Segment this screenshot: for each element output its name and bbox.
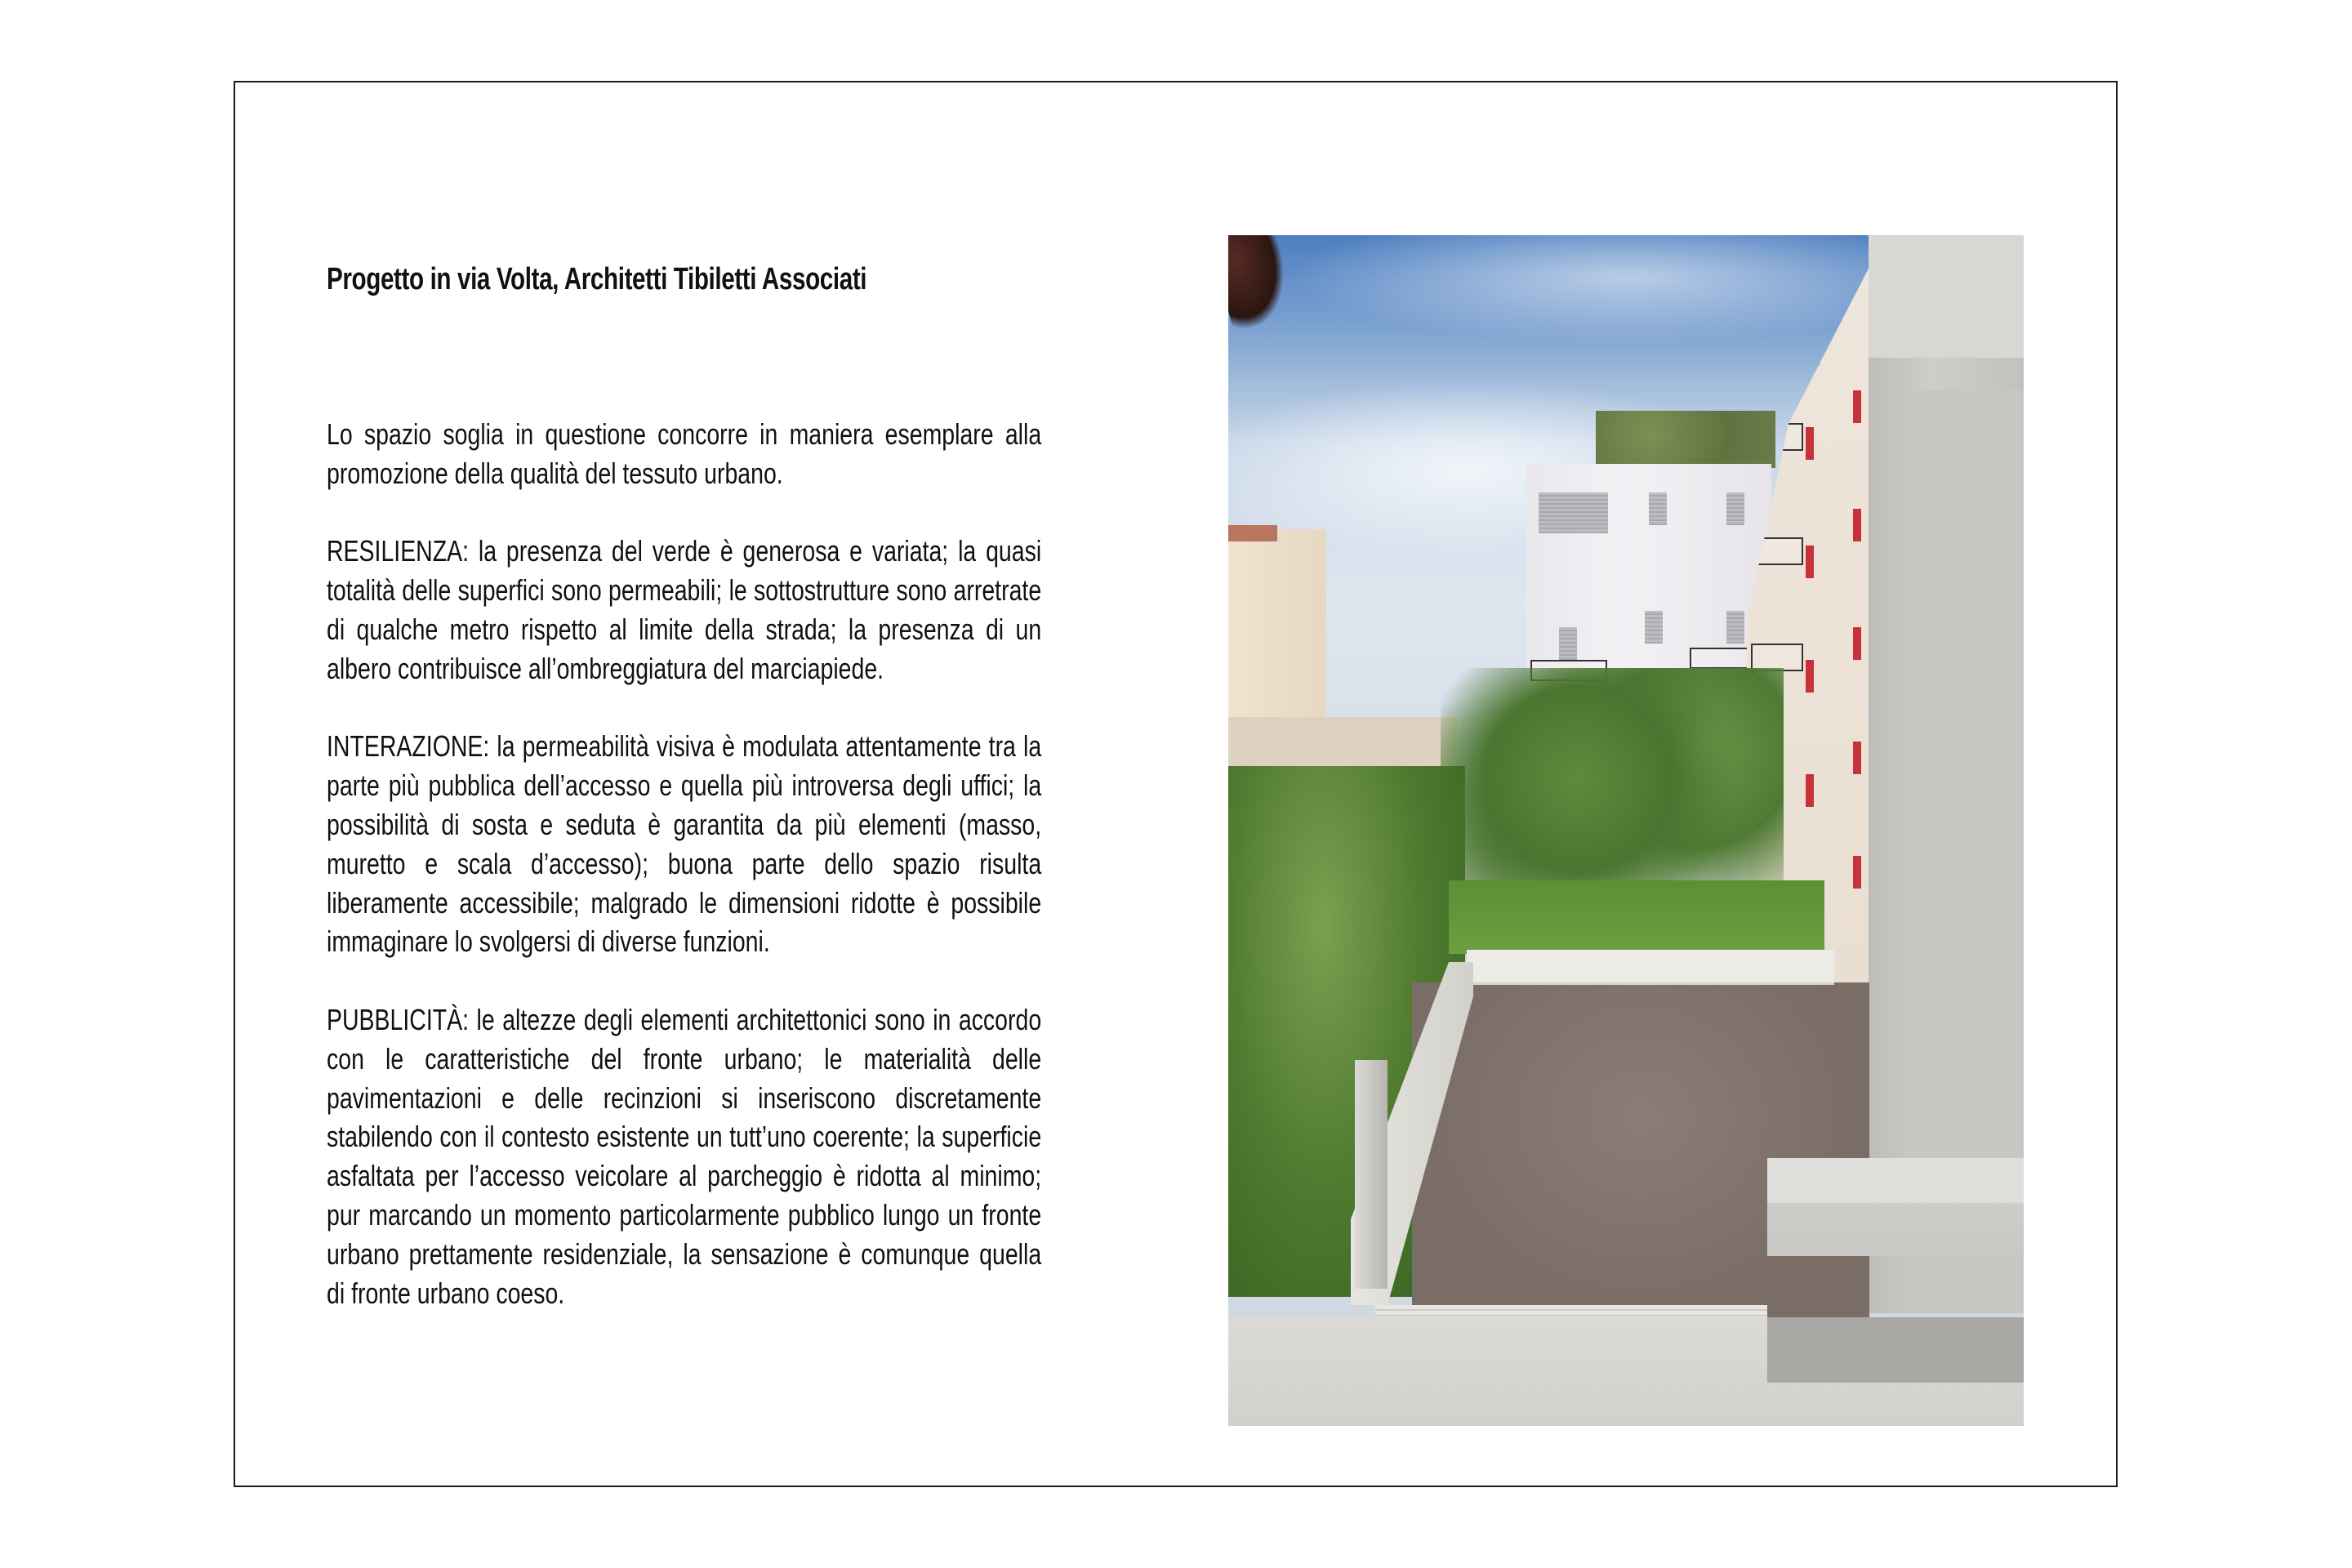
handrail <box>1355 1060 1388 1289</box>
roof-garden <box>1596 411 1775 468</box>
gravel-path <box>1412 982 1869 1317</box>
paragraph-interazione: INTERAZIONE: la permeabilità visiva è modulata attentamente tra la parte più pubblica dell’accesso e quella più introversa degli uffici; la possibilità di sosta e seduta è garantita da più elementi (masso, muretto e scala d’accesso); buona parte dello spazio risulta liberamente accessibile; malgrado le dimensioni ridotte è possibile immaginare lo svolgersi di diverse funzioni. <box>327 729 1042 959</box>
body-text <box>327 415 1041 1352</box>
planter-edge <box>1467 950 1834 985</box>
left-roof <box>1228 525 1277 541</box>
paragraph-resilienza: RESILIENZA: la presenza del verde è generosa e variata; la quasi totalità delle superfici sono permeabili; le sottostrutture sono arretrate di qualche metro rispetto al limite della strada; la presenza di un albero contribuisce all’ombreggiatura del marciapiede. <box>327 534 1042 685</box>
text-column <box>327 260 1042 1310</box>
page-title: Progetto in via Volta, Architetti Tibiletti Associati <box>327 262 867 296</box>
concrete-canopy <box>1869 235 2024 358</box>
bench-shadow <box>1767 1317 2024 1383</box>
lawn <box>1449 880 1824 954</box>
concrete-bench <box>1767 1158 2024 1256</box>
paragraph-intro: Lo spazio soglia in questione concorre in maniera esemplare alla promozione della qualità del tessuto urbano. <box>327 417 1042 490</box>
paragraph-pubblicita: PUBBLICITÀ: le altezze degli elementi architettonici sono in accordo con le caratteristiche del fronte urbano; le materialità delle pavimentazioni e delle recinzioni si inseriscono discretamente stabilendo con il contesto esistente un tutt’uno coerente; la superficie asfaltata per l’accesso veicolare al parcheggio è ridotta al minimo; pur marcando un momento particolarmente pubblico lungo un fronte urbano prettamente residenziale, la sensazione è comunque quella di fronte urbano coeso. <box>327 1002 1042 1310</box>
project-photo <box>1228 235 2024 1426</box>
